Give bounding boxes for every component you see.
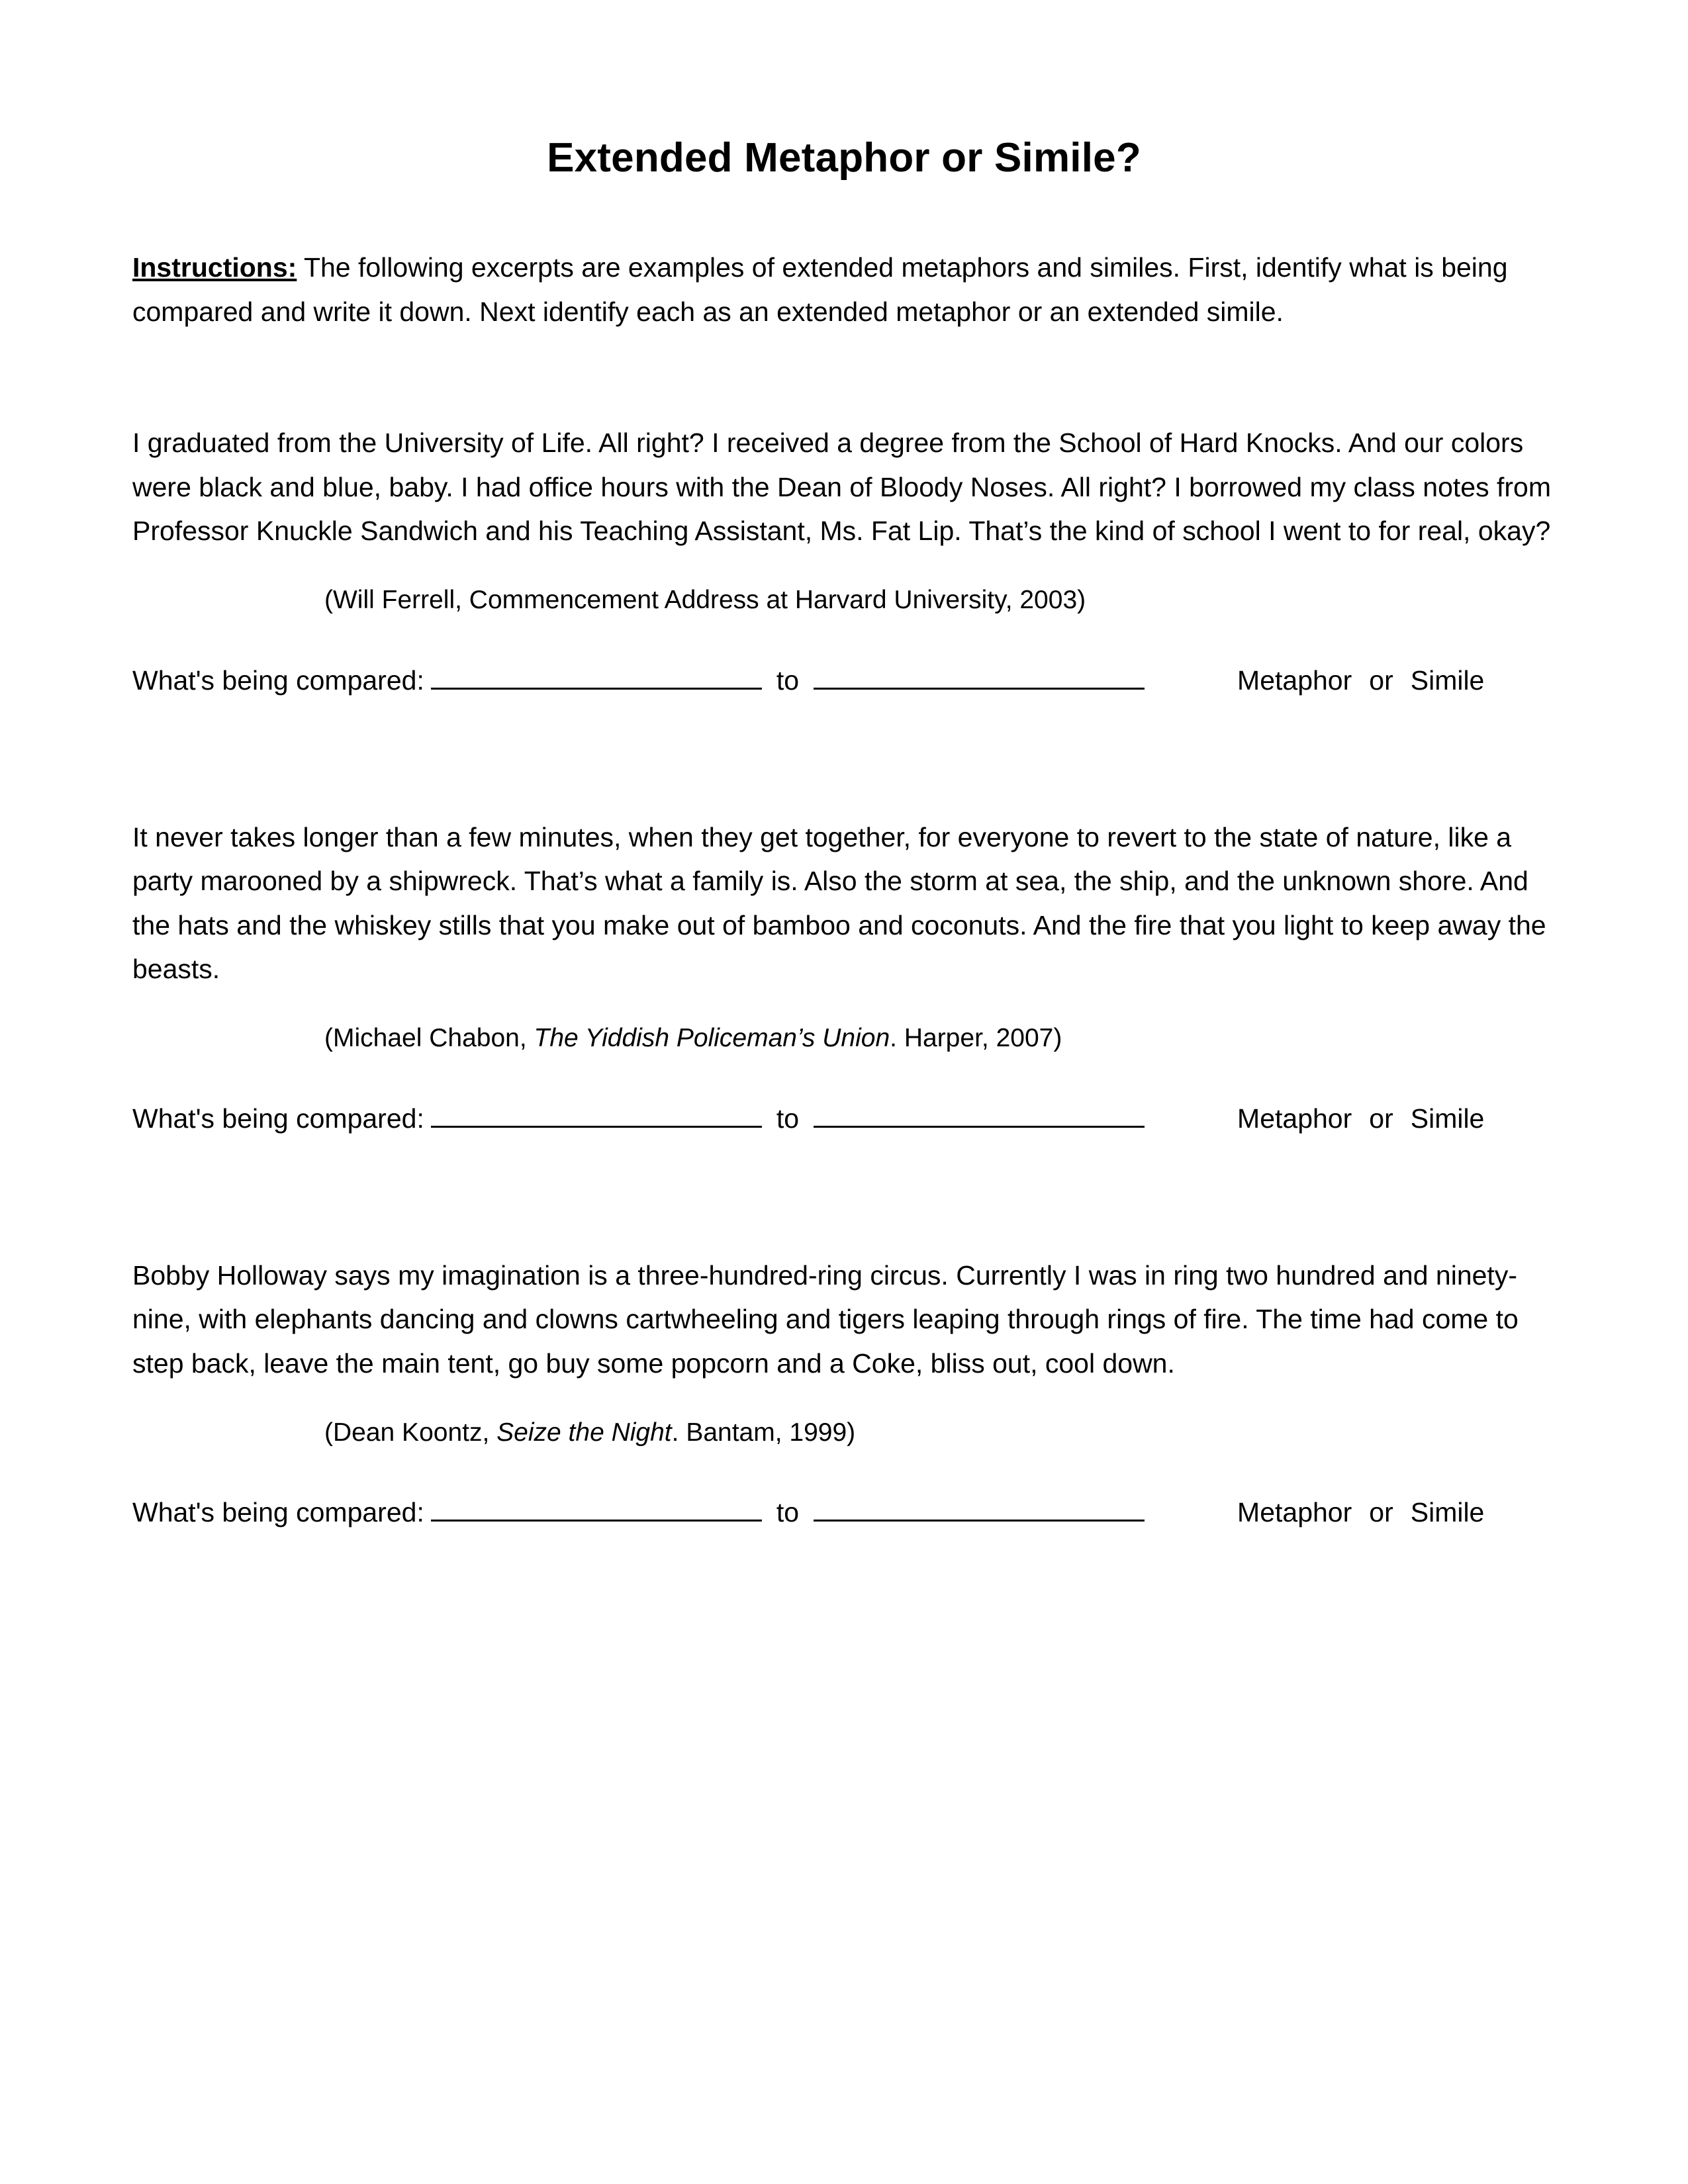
answer-to-word-3: to [776,1497,800,1528]
citation-italic-3: Seize the Night [496,1418,672,1447]
citation-before-1: (Will Ferrell, Commencement Address at Harvard University, 2003) [324,586,1086,615]
instructions-label: Instructions: [132,252,297,283]
choice-group-1 [1237,665,1484,696]
choice-metaphor-3[interactable]: Metaphor [1237,1497,1352,1528]
choice-separator-2: or [1369,1103,1393,1134]
answer-row-1 [132,662,1556,696]
answer-blank-1a[interactable] [431,662,762,690]
choice-group-3 [1237,1497,1484,1528]
instructions-text: The following excerpts are examples of extended metaphors and similes. First, identify what is being compared and write it down. Next identify each as an extended metaphor or an extended simile. [132,252,1508,327]
excerpt-text-2: It never takes longer than a few minutes, when they get together, for everyone to revert to the state of nature, like a party marooned by a shipwreck. That’s what a family is. Also the storm at sea, the ship, and the unknown shore. And the hats and the whiskey stills that you make out of bamboo and coconuts. And the fire that you light to keep away the beasts. [132,821,1546,985]
citation-after-3: . Bantam, 1999) [671,1418,856,1447]
choice-separator-1: or [1369,664,1393,696]
citation-after-2: . Harper, 2007) [890,1024,1062,1053]
excerpt-citation-3 [132,1412,1556,1453]
excerpt-text-1: I graduated from the University of Life. All right? I received a degree from the School of Hard Knocks. And our colors were black and blue, baby. I had office hours with the Dean of Bloody Noses. All right? I borrowed my class notes from Professor Knuckle Sandwich and his Teaching Assistant, Ms. Fat Lip. That’s the kind of school I went to for real, okay? [132,428,1551,547]
answer-blank-3a[interactable] [431,1494,762,1522]
excerpt-block-1 [132,421,1556,696]
instructions-paragraph [132,246,1556,334]
answer-prompt-1: What's being compared: [132,664,424,696]
excerpt-block-2 [132,815,1556,1134]
choice-metaphor-2[interactable]: Metaphor [1237,1103,1352,1134]
spacer-2 [132,1134,1556,1175]
excerpt-citation-1 [132,580,1556,621]
excerpt-citation-2 [132,1018,1556,1059]
answer-to-word-1: to [776,664,800,696]
answer-row-3 [132,1494,1556,1528]
choice-separator-3: or [1369,1497,1393,1528]
citation-before-2: (Michael Chabon, [324,1024,534,1053]
choice-simile-1[interactable]: Simile [1410,664,1485,696]
answer-prompt-3: What's being compared: [132,1497,424,1528]
citation-before-3: (Dean Koontz, [324,1418,497,1447]
answer-blank-3b[interactable] [814,1494,1145,1522]
excerpt-text-3: Bobby Holloway says my imagination is a three-hundred-ring circus. Currently I was in ring two hundred and ninety-nine, with elephants dancing and clowns cartwheeling and tigers leaping through rings of fire. The time had come to step back, leave the main tent, go buy some popcorn and a Coke, bliss out, cool down. [132,1259,1519,1379]
choice-metaphor-1[interactable]: Metaphor [1237,664,1352,696]
choice-group-2 [1237,1103,1484,1134]
answer-blank-2a[interactable] [431,1101,762,1128]
answer-blank-1b[interactable] [814,662,1145,690]
citation-italic-2: The Yiddish Policeman’s Union [534,1024,890,1053]
spacer-1 [132,696,1556,737]
answer-prompt-2: What's being compared: [132,1103,424,1134]
choice-simile-3[interactable]: Simile [1410,1497,1485,1528]
excerpt-block-3 [132,1253,1556,1529]
choice-simile-2[interactable]: Simile [1410,1103,1485,1134]
answer-row-2 [132,1101,1556,1134]
answer-to-word-2: to [776,1103,800,1134]
page-title: Extended Metaphor or Simile? [547,135,1141,181]
answer-blank-2b[interactable] [814,1101,1145,1128]
